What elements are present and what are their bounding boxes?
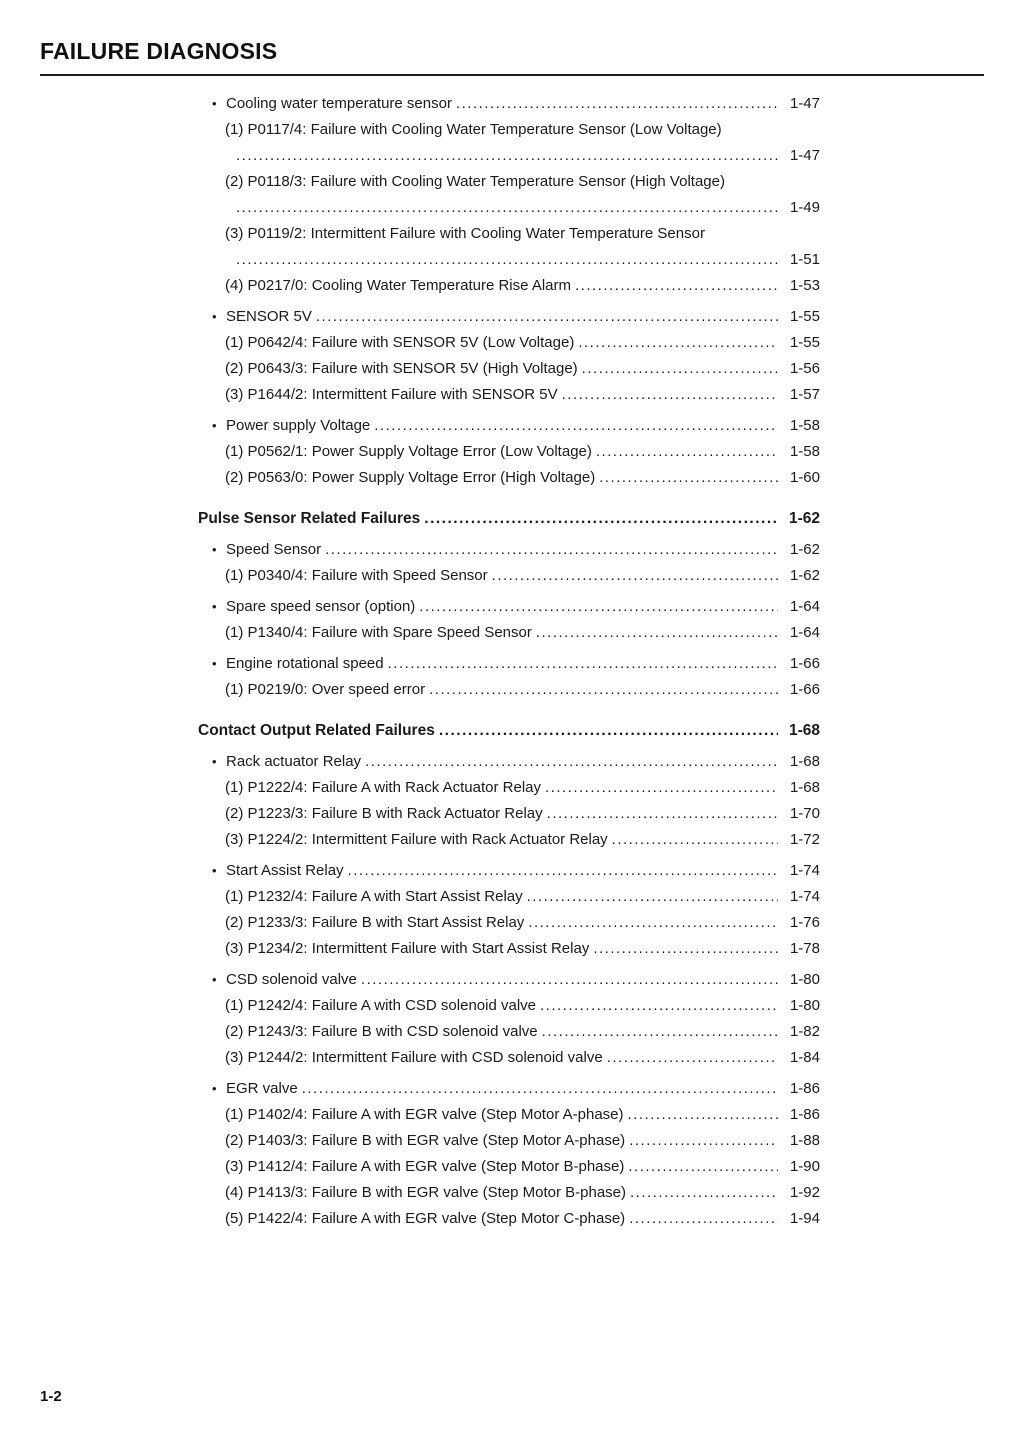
bullet-icon: •	[212, 863, 217, 878]
toc-entry-page: 1-68	[789, 753, 820, 770]
toc-entry	[198, 884, 820, 910]
toc-entry-page: 1-70	[789, 805, 820, 822]
toc-entry-page: 1-66	[789, 655, 820, 672]
bullet-icon: •	[212, 418, 217, 433]
dot-leader	[582, 356, 778, 382]
toc-entry-label: Engine rotational speed	[226, 655, 384, 672]
toc-entry	[198, 1076, 820, 1102]
toc-entry	[198, 382, 820, 408]
toc-entry-label: (1) P1222/4: Failure A with Rack Actuator Relay	[225, 779, 541, 796]
toc-entry-label: SENSOR 5V	[226, 308, 312, 325]
toc-entry-label: (1) P0642/4: Failure with SENSOR 5V (Low Voltage)	[225, 334, 575, 351]
toc-entry-label: (2) P1243/3: Failure B with CSD solenoid valve	[225, 1023, 538, 1040]
toc-entry-page: 1-53	[789, 277, 820, 294]
toc-entry-page: 1-62	[789, 567, 820, 584]
toc-entry	[198, 993, 820, 1019]
bullet-icon: •	[212, 972, 217, 987]
toc-entry-page: 1-55	[789, 308, 820, 325]
toc-entry-page: 1-72	[789, 831, 820, 848]
toc-entry	[198, 1180, 820, 1206]
toc-entry	[198, 1128, 820, 1154]
toc-entry	[198, 563, 820, 589]
bullet-icon: •	[212, 599, 217, 614]
toc-entry-label: (1) P0117/4: Failure with Cooling Water Temperature Sensor (Low Voltage)	[225, 121, 722, 138]
bullet-icon: •	[212, 96, 217, 111]
toc-entry-label: (2) P1233/3: Failure B with Start Assist Relay	[225, 914, 525, 931]
toc-entry-label: (2) P0563/0: Power Supply Voltage Error (High Voltage)	[225, 469, 596, 486]
toc-entry-label: (3) P1234/2: Intermittent Failure with Start Assist Relay	[225, 940, 590, 957]
toc-entry-label: (1) P0219/0: Over speed error	[225, 681, 426, 698]
dot-leader	[628, 1154, 778, 1180]
toc-entry-page: 1-64	[789, 598, 820, 615]
toc-entry	[198, 169, 820, 195]
dot-leader	[630, 1180, 778, 1206]
toc-entry	[198, 936, 820, 962]
toc-entry-label: Spare speed sensor (option)	[226, 598, 416, 615]
toc-entry	[198, 858, 820, 884]
toc-entry-page: 1-58	[789, 443, 820, 460]
toc-entry-label: (4) P1413/3: Failure B with EGR valve (Step Motor B-phase)	[225, 1184, 627, 1201]
dot-leader	[236, 247, 778, 273]
toc-entry	[198, 1154, 820, 1180]
dot-leader	[492, 563, 778, 589]
toc-entry-label: Cooling water temperature sensor	[226, 95, 452, 112]
dot-leader	[388, 651, 778, 677]
toc-entry	[198, 910, 820, 936]
dot-leader	[439, 718, 778, 744]
toc-entry	[198, 221, 820, 247]
toc-entry-label: Start Assist Relay	[226, 862, 344, 879]
toc-entry-label: (1) P0340/4: Failure with Speed Sensor	[225, 567, 488, 584]
toc-entry-continuation	[198, 143, 820, 169]
toc-entry-page: 1-56	[789, 360, 820, 377]
toc-entry-label: CSD solenoid valve	[226, 971, 357, 988]
bullet-icon: •	[212, 656, 217, 671]
toc-entry	[198, 413, 820, 439]
toc-entry	[198, 967, 820, 993]
toc-entry	[198, 439, 820, 465]
toc-entry	[198, 749, 820, 775]
toc-entry	[198, 117, 820, 143]
dot-leader	[629, 1206, 778, 1232]
toc-entry-page: 1-58	[789, 417, 820, 434]
toc-entry-label: (5) P1422/4: Failure A with EGR valve (Step Motor C-phase)	[225, 1210, 626, 1227]
toc-entry	[198, 620, 820, 646]
dot-leader	[361, 967, 778, 993]
toc-entry-page: 1-82	[789, 1023, 820, 1040]
toc-entry-page: 1-74	[789, 888, 820, 905]
toc-entry-continuation	[198, 247, 820, 273]
toc-entry-label: (2) P0643/3: Failure with SENSOR 5V (High Voltage)	[225, 360, 578, 377]
toc-entry	[198, 801, 820, 827]
toc-entry	[198, 1102, 820, 1128]
dot-leader	[348, 858, 778, 884]
dot-leader	[527, 884, 778, 910]
toc-entry	[198, 651, 820, 677]
toc-entry	[198, 330, 820, 356]
toc-entry-page: 1-57	[789, 386, 820, 403]
toc-entry-label: (2) P0118/3: Failure with Cooling Water Temperature Sensor (High Voltage)	[225, 173, 725, 190]
toc-entry	[198, 1206, 820, 1232]
dot-leader	[540, 993, 778, 1019]
bullet-icon: •	[212, 1081, 217, 1096]
toc-entry-page: 1-74	[789, 862, 820, 879]
toc-entry-page: 1-62	[789, 541, 820, 558]
dot-leader	[419, 594, 778, 620]
bullet-icon: •	[212, 542, 217, 557]
dot-leader	[236, 143, 778, 169]
dot-leader	[374, 413, 778, 439]
dot-leader	[528, 910, 778, 936]
toc-entry-label: (1) P0562/1: Power Supply Voltage Error (Low Voltage)	[225, 443, 592, 460]
toc-entry-label: (3) P1644/2: Intermittent Failure with SENSOR 5V	[225, 386, 558, 403]
toc-entry-page: 1-86	[789, 1080, 820, 1097]
dot-leader	[593, 936, 778, 962]
toc-entry	[198, 677, 820, 703]
page-header	[40, 38, 984, 76]
toc-entry-label: (2) P1403/3: Failure B with EGR valve (Step Motor A-phase)	[225, 1132, 626, 1149]
toc-entry	[198, 1045, 820, 1071]
toc-entry-label: EGR valve	[226, 1080, 298, 1097]
toc-entry-label: (1) P1402/4: Failure A with EGR valve (Step Motor A-phase)	[225, 1106, 624, 1123]
dot-leader	[325, 537, 778, 563]
dot-leader	[628, 1102, 778, 1128]
toc-entry-label: Pulse Sensor Related Failures	[198, 510, 421, 527]
dot-leader	[302, 1076, 778, 1102]
dot-leader	[547, 801, 778, 827]
toc-entry-page: 1-66	[789, 681, 820, 698]
title-divider	[40, 74, 984, 76]
toc-entry-label: (1) P1232/4: Failure A with Start Assist Relay	[225, 888, 523, 905]
toc-entry-page: 1-49	[789, 199, 820, 216]
toc-entry-label: (1) P1340/4: Failure with Spare Speed Sensor	[225, 624, 532, 641]
toc-entry-page: 1-84	[789, 1049, 820, 1066]
toc-entry	[198, 718, 820, 744]
dot-leader	[536, 620, 778, 646]
toc-entry-label: (4) P0217/0: Cooling Water Temperature Rise Alarm	[225, 277, 571, 294]
page-title: FAILURE DIAGNOSIS	[40, 38, 278, 64]
toc-entry-page: 1-64	[789, 624, 820, 641]
toc-entry-page: 1-76	[789, 914, 820, 931]
toc-entry-page: 1-47	[789, 147, 820, 164]
toc-entry-page: 1-80	[789, 997, 820, 1014]
dot-leader	[236, 195, 778, 221]
dot-leader	[542, 1019, 778, 1045]
bullet-icon: •	[212, 309, 217, 324]
toc-entry-page: 1-68	[789, 779, 820, 796]
dot-leader	[424, 506, 778, 532]
toc-entry-label: Power supply Voltage	[226, 417, 371, 434]
toc-entry	[198, 827, 820, 853]
dot-leader	[612, 827, 778, 853]
toc-entry-page: 1-94	[789, 1210, 820, 1227]
dot-leader	[596, 439, 778, 465]
toc-entry-label: (3) P1412/4: Failure A with EGR valve (Step Motor B-phase)	[225, 1158, 625, 1175]
toc-entry-page: 1-47	[789, 95, 820, 112]
toc-entry-page: 1-92	[789, 1184, 820, 1201]
toc-entry-page: 1-60	[789, 469, 820, 486]
toc-entry	[198, 537, 820, 563]
toc-entry-page: 1-80	[789, 971, 820, 988]
toc-entry-page: 1-55	[789, 334, 820, 351]
dot-leader	[429, 677, 778, 703]
dot-leader	[578, 330, 778, 356]
dot-leader	[629, 1128, 778, 1154]
toc-entry-label: Contact Output Related Failures	[198, 722, 435, 739]
toc-entry-page: 1-78	[789, 940, 820, 957]
toc-entry	[198, 304, 820, 330]
dot-leader	[316, 304, 778, 330]
dot-leader	[456, 91, 778, 117]
toc-entry	[198, 356, 820, 382]
dot-leader	[607, 1045, 778, 1071]
toc-entry	[198, 594, 820, 620]
toc-entry-label: (3) P1244/2: Intermittent Failure with CSD solenoid valve	[225, 1049, 603, 1066]
toc-entry	[198, 775, 820, 801]
toc-entry-page: 1-86	[789, 1106, 820, 1123]
toc-entry	[198, 91, 820, 117]
toc-entry-label: Rack actuator Relay	[226, 753, 362, 770]
toc-entry-page: 1-68	[788, 722, 820, 739]
toc-entry	[198, 465, 820, 491]
dot-leader	[599, 465, 778, 491]
toc-entry-page: 1-90	[789, 1158, 820, 1175]
dot-leader	[545, 775, 778, 801]
dot-leader	[365, 749, 778, 775]
toc-entry-continuation	[198, 195, 820, 221]
toc-entry-page: 1-88	[789, 1132, 820, 1149]
toc-entry-label: (3) P0119/2: Intermittent Failure with Cooling Water Temperature Sensor	[225, 225, 705, 242]
dot-leader	[562, 382, 778, 408]
toc	[198, 86, 820, 1232]
toc-entry	[198, 506, 820, 532]
toc-entry-label: (2) P1223/3: Failure B with Rack Actuator Relay	[225, 805, 543, 822]
toc-entry-label: Speed Sensor	[226, 541, 322, 558]
footer-page-number: 1-2	[40, 1388, 62, 1405]
dot-leader	[575, 273, 778, 299]
toc-entry	[198, 1019, 820, 1045]
toc-entry	[198, 273, 820, 299]
bullet-icon: •	[212, 754, 217, 769]
toc-entry-page: 1-62	[788, 510, 820, 527]
toc-entry-label: (3) P1224/2: Intermittent Failure with Rack Actuator Relay	[225, 831, 608, 848]
toc-entry-page: 1-51	[789, 251, 820, 268]
toc-entry-label: (1) P1242/4: Failure A with CSD solenoid valve	[225, 997, 536, 1014]
